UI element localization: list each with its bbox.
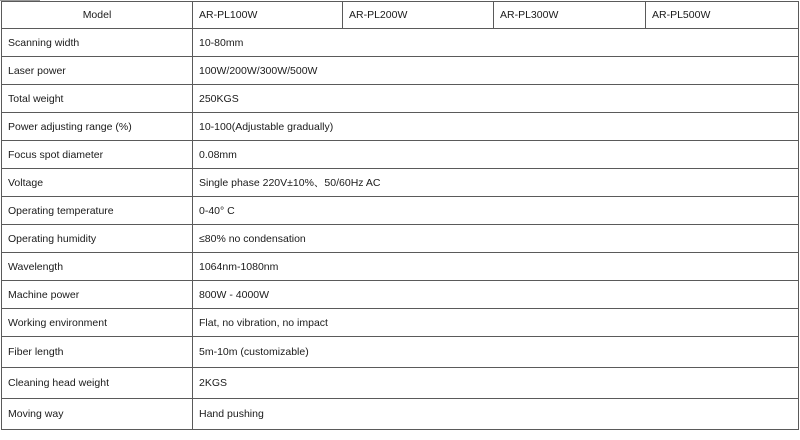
param-label: Voltage xyxy=(2,169,193,197)
param-value: Flat, no vibration, no impact xyxy=(193,309,799,337)
model-3: AR-PL300W xyxy=(494,2,646,29)
table-row xyxy=(2,169,799,197)
header-label: Model xyxy=(2,2,193,29)
table-row xyxy=(2,253,799,281)
param-value: 100W/200W/300W/500W xyxy=(193,57,799,85)
param-value: 5m-10m (customizable) xyxy=(193,337,799,368)
param-value: 0-40° C xyxy=(193,197,799,225)
table-row xyxy=(2,141,799,169)
table-row xyxy=(2,281,799,309)
param-label: Total weight xyxy=(2,85,193,113)
param-value: Single phase 220V±10%、50/60Hz AC xyxy=(193,169,799,197)
param-label: Operating temperature xyxy=(2,197,193,225)
param-label: Moving way xyxy=(2,399,193,430)
param-label: Power adjusting range (%) xyxy=(2,113,193,141)
param-value: 10-100(Adjustable gradually) xyxy=(193,113,799,141)
table-row xyxy=(2,57,799,85)
param-value: 800W - 4000W xyxy=(193,281,799,309)
param-label: Laser power xyxy=(2,57,193,85)
model-1: AR-PL100W xyxy=(193,2,343,29)
table-row xyxy=(2,85,799,113)
param-value: 1064nm-1080nm xyxy=(193,253,799,281)
param-value: Hand pushing xyxy=(193,399,799,430)
param-value: 2KGS xyxy=(193,368,799,399)
param-label: Scanning width xyxy=(2,29,193,57)
param-label: Machine power xyxy=(2,281,193,309)
table-row xyxy=(2,309,799,337)
param-label: Focus spot diameter xyxy=(2,141,193,169)
param-label: Cleaning head weight xyxy=(2,368,193,399)
param-value: ≤80% no condensation xyxy=(193,225,799,253)
table-row xyxy=(2,399,799,430)
param-label: Working environment xyxy=(2,309,193,337)
table-row xyxy=(2,225,799,253)
param-label: Operating humidity xyxy=(2,225,193,253)
table-row xyxy=(2,29,799,57)
model-2: AR-PL200W xyxy=(343,2,494,29)
table-row xyxy=(2,337,799,368)
header-row xyxy=(2,2,799,29)
model-4: AR-PL500W xyxy=(646,2,799,29)
param-value: 0.08mm xyxy=(193,141,799,169)
table-row xyxy=(2,113,799,141)
param-label: Fiber length xyxy=(2,337,193,368)
spec-table xyxy=(1,1,799,430)
param-label: Wavelength xyxy=(2,253,193,281)
param-value: 10-80mm xyxy=(193,29,799,57)
param-value: 250KGS xyxy=(193,85,799,113)
table-row xyxy=(2,197,799,225)
table-row xyxy=(2,368,799,399)
